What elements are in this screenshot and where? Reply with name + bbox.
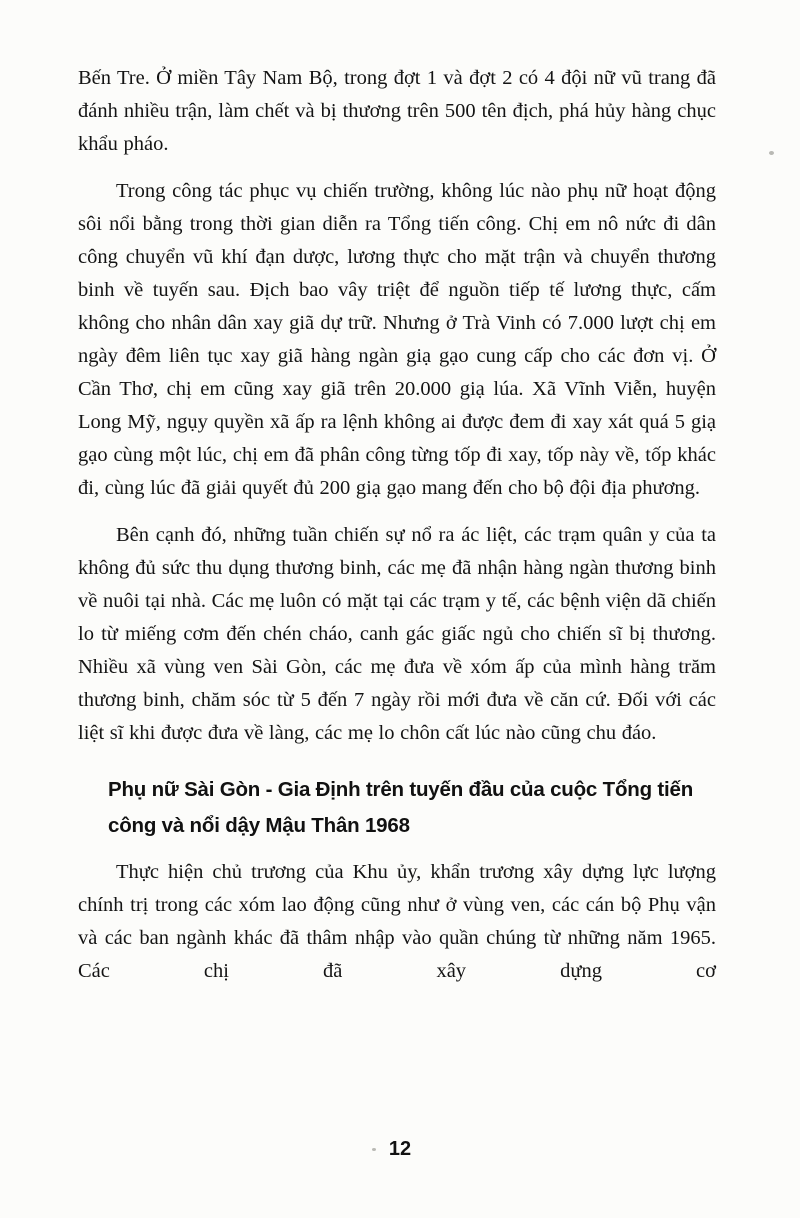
paragraph-caring-for-wounded: Bên cạnh đó, những tuần chiến sự nổ ra ác liệt, các trạm quân y của ta không đủ sức thu dụng thương binh, các mẹ đã nhận hàng ngàn thương binh về nuôi tại nhà. Các mẹ luôn có mặt tại các trạm y tế, các bệnh viện dã chiến lo từ miếng cơm đến chén cháo, canh gác giấc ngủ cho chiến sĩ bị thương. Nhiều xã vùng ven Sài Gòn, các mẹ đưa về xóm ấp của mình hàng trăm thương binh, chăm sóc từ 5 đến 7 ngày rồi mới đưa về căn cứ. Đối với các liệt sĩ khi được đưa về làng, các mẹ lo chôn cất lúc nào cũng chu đáo. xyxy=(78,524,716,744)
section-heading: Phụ nữ Sài Gòn - Gia Định trên tuyến đầu của cuộc Tổng tiến công và nổi dậy Mậu Thân 1968 xyxy=(108,778,694,837)
paragraph-war-service: Trong công tác phục vụ chiến trường, không lúc nào phụ nữ hoạt động sôi nổi bằng trong thời gian diễn ra Tổng tiến công. Chị em nô nức đi dân công chuyển vũ khí đạn dược, lương thực cho mặt trận và chuyển thương binh về tuyến sau. Địch bao vây triệt để nguồn tiếp tế lương thực, cấm không cho nhân dân xay giã dự trữ. Nhưng ở Trà Vinh có 7.000 lượt chị em ngày đêm liên tục xay giã hàng ngàn giạ gạo cung cấp cho các đơn vị. Ở Cần Thơ, chị em cũng xay giã trên 20.000 giạ lúa. Xã Vĩnh Viễn, huyện Long Mỹ, ngụy quyền xã ấp ra lệnh không ai được đem đi xay xát quá 5 giạ gạo cùng một lúc, chị em đã phân công từng tốp đi xay, tốp này về, tốp khác đi, cùng lúc đã giải quyết đủ 200 giạ gạo mang đến cho bộ đội địa phương. xyxy=(78,180,716,499)
page-number: 12 xyxy=(388,1138,412,1160)
scan-speck xyxy=(372,1148,376,1151)
page-content xyxy=(78,62,716,988)
paragraph-saigon-giadinh: Thực hiện chủ trương của Khu ủy, khẩn trương xây dựng lực lượng chính trị trong các xóm lao động cũng như ở vùng ven, các cán bộ Phụ vận và các ban ngành khác đã thâm nhập vào quần chúng từ những năm 1965. Các chị đã xây dựng cơ xyxy=(78,861,716,982)
scan-speck xyxy=(769,151,774,155)
paragraph-continued-from-previous-page: Bến Tre. Ở miền Tây Nam Bộ, trong đợt 1 và đợt 2 có 4 đội nữ vũ trang đã đánh nhiều trận, làm chết và bị thương trên 500 tên địch, phá hủy hàng chục khẩu pháo. xyxy=(78,67,716,155)
